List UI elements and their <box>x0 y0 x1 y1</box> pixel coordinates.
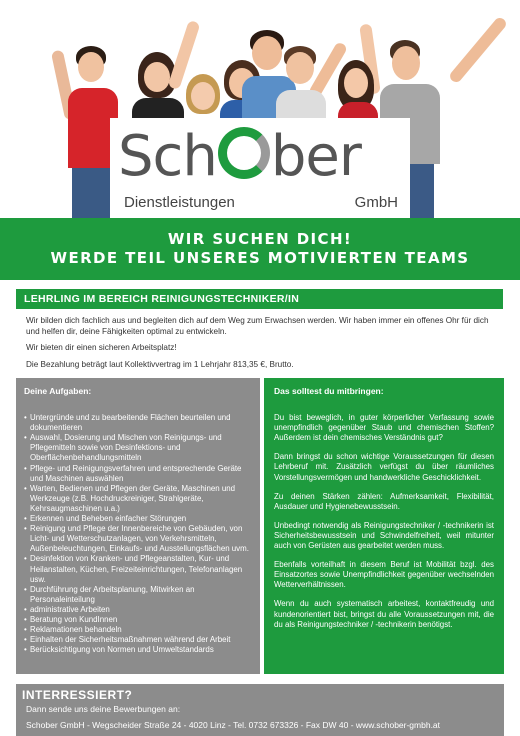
intro-text <box>26 316 496 376</box>
logo-subtitle: Dienstleistungen <box>124 194 235 211</box>
intro-paragraph: Wir bieten dir einen sicheren Arbeitsplatz! <box>26 343 177 353</box>
list-item: • Berücksichtigung von Normen und Umweltstandards <box>24 645 252 655</box>
intro-paragraph: Die Bezahlung beträgt laut Kollektivvertrag im 1 Lehrjahr 813,35 €, Brutto. <box>26 359 294 369</box>
intro-paragraph: Wir bilden dich fachlich aus und begleiten dich auf dem Weg zum Erwachsen werden. Wir haben immer ein offenes Ohr für dich und helfen dir, deine Fähigkeiten optimal zu entwickeln. <box>26 316 489 336</box>
footer-subtitle: Dann sende uns deine Bewerbungen an: <box>26 704 181 714</box>
logo-wordmark: Sch ber <box>118 124 361 189</box>
list-item: • Erkennen und Beheben einfacher Störungen <box>24 514 252 524</box>
list-item: • Untergründe und zu bearbeitende Flächen beurteilen und dokumentieren <box>24 413 252 433</box>
headline-line-1: WIR SUCHEN DICH! <box>167 230 353 248</box>
headline-line-2: WERDE TEIL UNSERES MOTIVIERTEN TEAMS <box>50 249 470 267</box>
list-item: • Auswahl, Dosierung und Mischen von Reinigungs- und Pflegemitteln sowie von Desinfektions- und Oberflächenbehandlungsmitteln <box>24 433 252 463</box>
job-title: LEHRLING IM BEREICH REINIGUNGSTECHNIKER/IN <box>16 289 503 309</box>
list-item: • administrative Arbeiten <box>24 605 252 615</box>
tasks-panel <box>16 378 260 674</box>
list-item: • Durchführung der Arbeitsplanung, Mitwirken an Personaleinteilung <box>24 585 252 605</box>
logo-legal-form: GmbH <box>354 194 398 211</box>
requirements-title: Das solltest du mitbringen: <box>274 386 384 396</box>
company-logo <box>110 118 410 218</box>
requirements-paragraph: Dann bringst du schon wichtige Voraussetzungen für diesen Lehrberuf mit. Zusätzlich verfügst du über räumliches Vorstellungsvermögen und handwerkliche Geschicklichkeit. <box>274 452 494 482</box>
headline-band <box>0 218 520 280</box>
requirements-paragraph: Du bist beweglich, in guter körperlicher Verfassung sowie unempfindlich gegenüber Staub und chemischen Stoffen? Außerdem ist dein chemisches Verständnis gut? <box>274 413 494 443</box>
tasks-list <box>24 413 252 655</box>
requirements-paragraph: Zu deinen Stärken zählen: Aufmerksamkeit, Flexibilität, Ausdauer und Hygienebewusstsein. <box>274 491 494 511</box>
requirements-panel <box>264 378 504 674</box>
list-item: • Warten, Bedienen und Pflegen der Geräte, Maschinen und Werkzeuge (z.B. Hochdruckreiniger, Strahlgeräte, Kehrsaugmaschinen u.a.) <box>24 484 252 514</box>
list-item: • Reinigung und Pflege der Innenbereiche von Gebäuden, von Licht- und Wetterschutzanlagen, von Verkehrsmitteln, Außenbeleuchtungen, Einkaufs- und Ausstellungsflächen uvm. <box>24 524 252 554</box>
person-figure <box>268 40 338 120</box>
tasks-title: Deine Aufgaben: <box>24 386 92 396</box>
contact-footer <box>16 684 504 736</box>
requirements-paragraph: Wenn du auch systematisch arbeitest, kontaktfreudig und kundenorientiert bist, bringst du alle Voraussetzungen mit, die du als Reinigungstechniker / -technikerin benötigst. <box>274 599 494 629</box>
requirements-paragraph: Ebenfalls vorteilhaft in diesem Beruf ist Mobilität bzgl. des Einsatzortes sowie Unempfindlichkeit gegenüber wechselnden Wetterverhältnissen. <box>274 560 494 590</box>
hero-image <box>0 0 520 218</box>
list-item: • Desinfektion von Kranken- und Pflegeanstalten, Kur- und Heilanstalten, Küchen, Freizeiteinrichtungen, Telefonanlagen usw. <box>24 554 252 584</box>
list-item: • Einhalten der Sicherheitsmaßnahmen während der Arbeit <box>24 635 252 645</box>
footer-title: INTERRESSIERT? <box>22 688 133 702</box>
logo-ring-icon <box>218 127 270 179</box>
requirements-paragraph: Unbedingt notwendig als Reinigungstechniker / -technikerin ist Sicherheitsbewusstsein und Schwindelfreiheit, weil mitunter auch von Gerüsten aus gearbeitet werden muss. <box>274 520 494 551</box>
list-item: • Pflege- und Reinigungsverfahren und entsprechende Geräte und Maschinen auswählen <box>24 464 252 484</box>
list-item: • Reklamationen behandeln <box>24 625 252 635</box>
list-item: • Beratung von KundInnen <box>24 615 252 625</box>
footer-address: Schober GmbH - Wegscheider Straße 24 - 4020 Linz - Tel. 0732 673326 - Fax DW 40 - www.schober-gmbh.at <box>26 720 441 730</box>
